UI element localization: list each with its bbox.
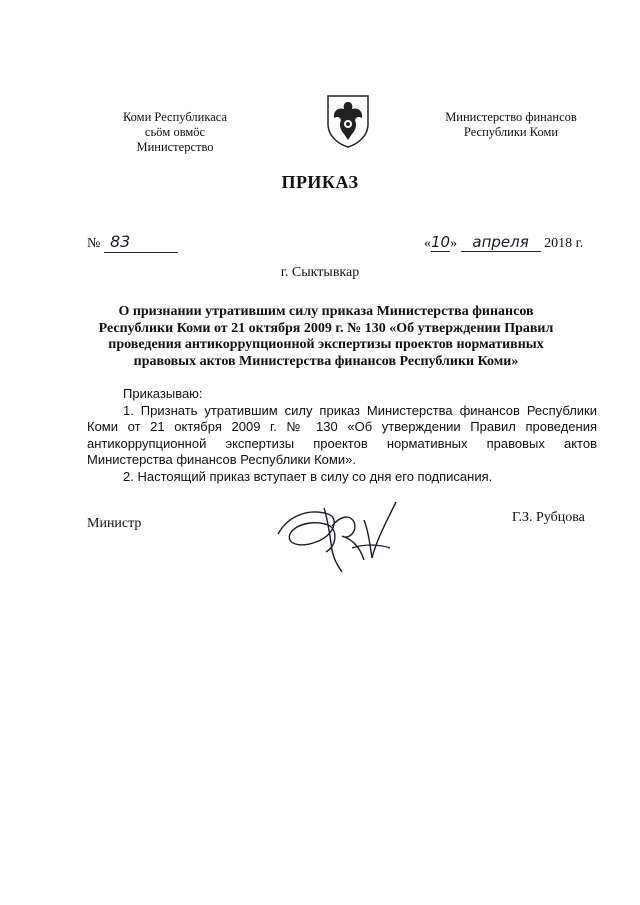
header-right-line: Республики Коми [463, 125, 559, 139]
body-intro: Приказываю: [123, 386, 203, 401]
date-month: апреля [461, 233, 541, 252]
header-left-line: Коми Республикаса [122, 110, 228, 124]
document-body [87, 386, 597, 485]
header-left [100, 110, 250, 155]
body-item: 1. Признать утратившим силу приказ Министерства финансов Республики Коми от 21 октября 2009 г. № 130 «Об утверждении Правил проведения антикоррупционной экспертизы проектов нормативных правовых актов Министерства финансов Республики Коми». [87, 402, 597, 467]
document-title: ПРИКАЗ [281, 172, 359, 192]
signer-name: Г.З. Рубцова [512, 510, 585, 525]
document-subject: О признании утратившим силу приказа Министерства финансов Республики Коми от 21 октября 2009 г. № 130 «Об утверждении Правил проведения антикоррупционной экспертизы проектов нормативных правовых актов Министерства финансов Республики Коми» [98, 304, 554, 369]
date-day: 10 [431, 233, 451, 251]
body-item: 2. Настоящий приказ вступает в силу со дня его подписания. [123, 468, 493, 484]
header-left-line: Министерство [136, 140, 214, 154]
header-right-line: Министерство финансов [445, 110, 577, 124]
header-left-line: сьӧм овмӧс [144, 125, 206, 139]
date-year: 2018 г. [544, 236, 584, 251]
number-label: № [87, 236, 101, 251]
document-number: 83 [110, 232, 131, 251]
header-right [436, 110, 586, 140]
date-open-quote: « [424, 236, 431, 251]
city: г. Сыктывкар [280, 265, 360, 280]
document-date [424, 233, 583, 252]
signer-title: Министр [87, 516, 142, 531]
coat-of-arms-icon [326, 94, 370, 148]
number-underline [104, 252, 178, 253]
date-close-quote: » [450, 236, 458, 251]
handwritten-signature [268, 486, 418, 576]
